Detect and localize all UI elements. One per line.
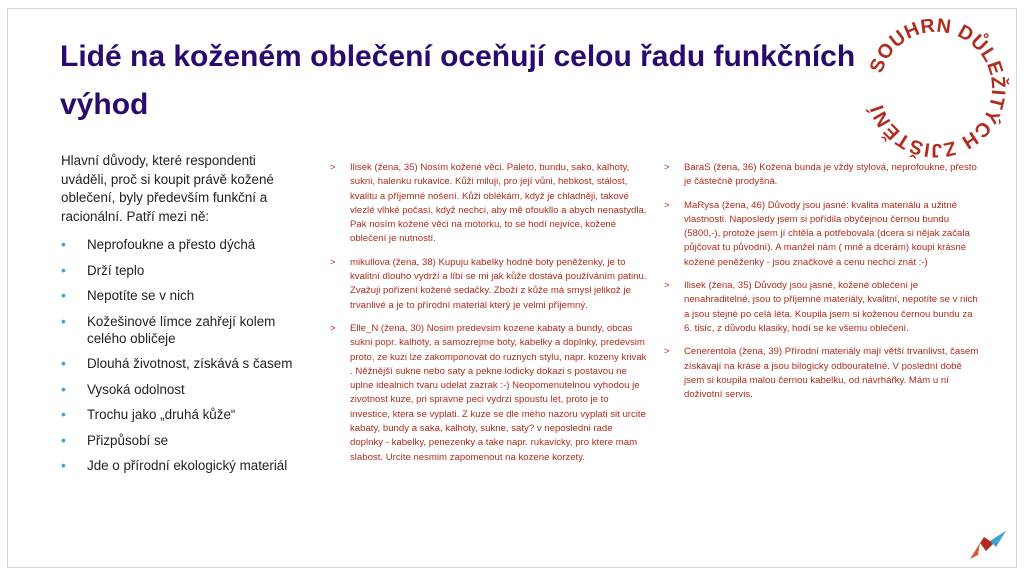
benefit-item: • Nepotíte se v nich — [61, 287, 195, 303]
chevron-right-icon: > — [330, 322, 336, 334]
respondent-quote: > Ilisek (žena, 35) Nosím kožené věci. Paleto, bundu, sako, kalhoty, sukni, halenku rukavice. Kůži miluji, pro její vůni, hebkost, stálost, kvalitu a příjemné nošení. Kůži oblékám, když je chladněji, takové vlezlé vlhké počasí, když nechci, aby mě ofoukllo a abych nenastydla. Pak nosím kožené věci na motorku, to se hodí nejvíce, kožené oblečení je nutností. — [330, 162, 647, 245]
bullet-icon: • — [61, 236, 66, 252]
benefit-item: • Kožešinové límce zahřejí kolem celého obličeje — [61, 312, 276, 346]
chevron-right-icon: > — [664, 280, 670, 292]
left-column — [61, 152, 301, 483]
benefit-item: • Přizpůsobí se — [61, 431, 169, 448]
bullet-icon: • — [61, 312, 66, 329]
benefit-item: • Drží teplo — [61, 261, 145, 278]
quotes-column-2 — [664, 161, 982, 411]
chevron-right-icon: > — [664, 162, 670, 173]
bullet-icon: • — [61, 380, 66, 397]
slide — [7, 8, 1017, 568]
respondent-quote: > Elle_N (žena, 30) Nosim predevsim kozene kabaty a bundy, obcas sukni popr. kalhoty, a samozrejme boty, kabelky a doplnky, predevsim proto, ze kuzi lze zakomponovat do ruznych stylu, napr. kozeny krivak . Něžnější sukne nebo saty a pekne lodicky dokazi s postavou ne uplne idealnich tvaru udelat zazrak :-) Neopomenutelnou vyhodou je zivotnost kuze, pri spravne peci vydrzi spoustu let, proto je to investice, ktera se vyplati. Z kuze se dle meho nazoru vyplati sit urcite kabaty, bundy a saka, kalhoty, sukne, saty? v neposledni rade doplnky - kabelky, penezenky a take napr. rukavicky, pro ktere mam slabost. Urcite nesmim zapomenout na kozene korzety. — [330, 322, 647, 463]
respondent-quote: > BaraS (žena, 36) Kožená bunda je vždy stylová, neprofoukne, přesto je částečně prodyšná. — [664, 162, 977, 188]
chevron-right-icon: > — [664, 346, 670, 358]
summary-badge — [863, 15, 1009, 161]
benefit-item: • Dlouhá životnost, získává s časem — [61, 355, 293, 371]
bullet-icon: • — [61, 457, 66, 473]
bullet-icon: • — [61, 287, 66, 303]
benefits-list — [61, 236, 301, 474]
bullet-icon: • — [61, 261, 66, 278]
slide-title: Lidé na koženém oblečení oceňují celou řadu funkčních výhod — [60, 40, 856, 121]
quotes-column-1 — [330, 161, 648, 474]
benefit-item: • Vysoká odolnost — [61, 380, 185, 397]
chevron-right-icon: > — [330, 162, 336, 173]
benefit-item: • Jde o přírodní ekologický materiál — [61, 457, 288, 473]
respondent-quote: > Ilisek (žena, 35) Důvody jsou jasné, kožené oblečení je nenahraditelné, jsou to příjemné materiály, kvalitní, nepotíte se v nich a jsou stejné po celá léta. Koupila jsem si koženou černou bundu za 6. tisíc, z důvodu klasiky, hodí se ke všemu oblečení. — [664, 280, 978, 334]
intro-paragraph: Hlavní důvody, které respondenti uváděli, proč si koupit právě kožené oblečení, byly především funkční a racionální. Patří mezi ně: — [61, 153, 274, 224]
benefit-item: • Trochu jako „druhá kůže“ — [61, 406, 236, 422]
benefit-item: • Neprofoukne a přesto dýchá — [61, 236, 256, 252]
bullet-icon: • — [61, 431, 66, 448]
summary-badge-text: SOUHRN DŮLEŽITÝCH ZJIŠTĚNÍ — [865, 15, 1009, 161]
respondent-quote: > Cenerentola (žena, 39) Přírodní materiály mají větší trvanlivst, časem získávají na kráse a jsou bilogicky odbouratelné. V poslední době jsem si koupila malou černou kabelku, od návrhářky. Mám u ní doživotní servis. — [664, 346, 979, 401]
bullet-icon: • — [61, 355, 66, 371]
bullet-icon: • — [61, 406, 66, 422]
chevron-right-icon: > — [330, 256, 336, 268]
respondent-quote: > MaRysa (žena, 46) Důvody jsou jasné: kvalita materiálu a užitné vlastnosti. Naposledy jsem si pořídila obyčejnou černou bundu (5800,-), protože jsem jí chtěla a potřebovala (dcera si nějak začala půjčovat tu původní). A manžel nám ( mně a dcerám) koupi krásné kožené peněženky - jsou značkové a cenu nechci znát :-) — [664, 199, 970, 268]
chevron-right-icon: > — [664, 199, 670, 211]
brand-logo-icon — [968, 529, 1008, 561]
respondent-quote: > mikullova (žena, 38) Kupuju kabelky hodně boty peněženky, je to kvalitní dlouho vydrží a líbí se mi jak kůže dostává používáním patinu. Zvažuji pořízení kožené sedačky. Zboží z kůže má smysl jelikož je trvanlivé a je to přírodní materiál který je velmi příjemný. — [330, 256, 647, 311]
